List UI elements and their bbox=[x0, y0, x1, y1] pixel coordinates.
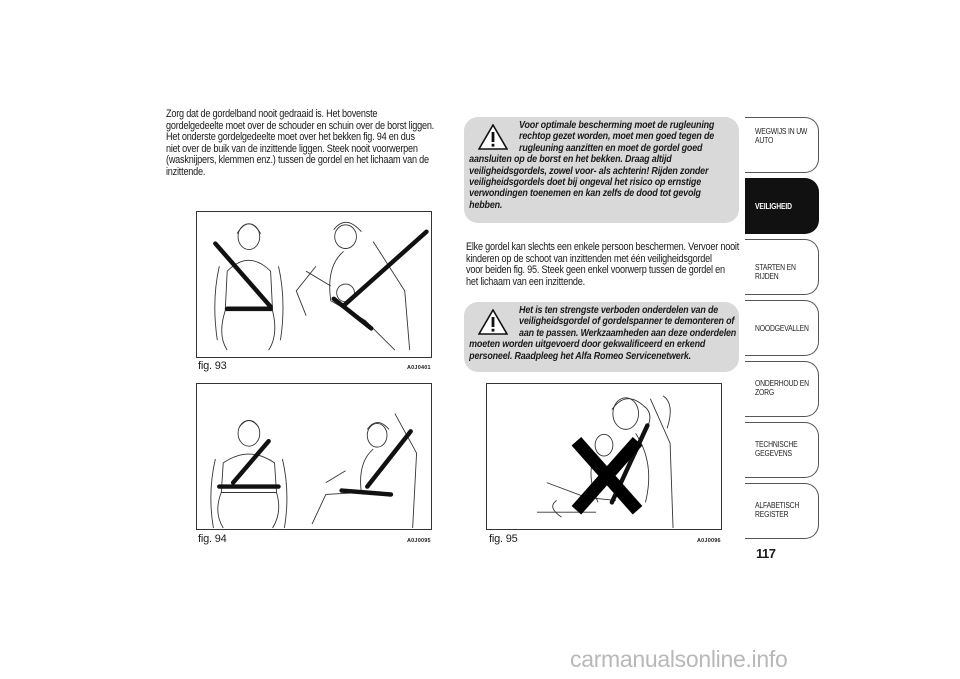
figure-code: A0J0095 bbox=[407, 538, 431, 544]
tab-noodgevallen[interactable] bbox=[745, 300, 819, 356]
figure-caption: fig. 93 bbox=[198, 360, 227, 372]
warning-text-line: aansluiten op de borst en het bekken. Draag altijd bbox=[469, 154, 672, 166]
warning-box-seating-position bbox=[464, 117, 739, 223]
text-line: niet over de buik van de inzittende liggen. Steek nooit voorwerpen bbox=[166, 142, 418, 155]
warning-box-no-modification bbox=[464, 302, 739, 372]
tab-starten-en-rijden[interactable] bbox=[745, 239, 819, 295]
warning-text-line: veiligheidsgordels, zowel voor- als achterin! Rijden zonder bbox=[469, 165, 709, 177]
tab-veiligheid[interactable] bbox=[745, 178, 819, 234]
tab-label: STARTEN EN RIJDEN bbox=[755, 263, 796, 281]
tab-label: ONDERHOUD EN ZORG bbox=[755, 379, 809, 397]
tab-label: ALFABETISCH REGISTER bbox=[755, 501, 800, 519]
seatbelt-illustration bbox=[197, 384, 431, 529]
warning-text-line: Het is ten strengste verboden onderdelen van de bbox=[519, 305, 719, 316]
figure-code: A0J0401 bbox=[407, 365, 431, 371]
figure-95-child-on-lap-prohibited bbox=[486, 383, 722, 530]
warning-text-line: verwondingen toenemen en kan zelfs de dood tot gevolg bbox=[469, 188, 701, 200]
warning-text-line: Voor optimale bescherming moet de rugleuning bbox=[519, 120, 715, 131]
one-person-per-belt-paragraph bbox=[466, 242, 739, 288]
tab-label: VEILIGHEID bbox=[755, 202, 792, 211]
warning-text-line: personeel. Raadpleeg het Alfa Romeo Servicenetwerk. bbox=[469, 350, 691, 362]
warning-text-line: rugleuning aanzitten en moet de gordel goed bbox=[519, 142, 703, 154]
text-line: Elke gordel kan slechts een enkele persoon beschermen. Vervoer nooit bbox=[466, 241, 740, 253]
text-line: het lichaam van een inzittende. bbox=[466, 275, 585, 288]
page-number: 117 bbox=[756, 546, 776, 561]
figure-caption: fig. 95 bbox=[489, 533, 518, 545]
seatbelt-illustration bbox=[197, 212, 431, 357]
watermark: carmanualsonline.info bbox=[570, 646, 788, 672]
warning-text-line: aan te passen. Werkzaamheden aan deze onderdelen bbox=[519, 327, 737, 339]
figure-code: A0J0096 bbox=[697, 538, 721, 544]
text-line: (wasknijpers, klemmen enz.) tussen de gordel en het lichaam van de bbox=[166, 154, 429, 167]
warning-text-line: veiligheidsgordels doet bij ongeval het risico op ernstige bbox=[469, 177, 702, 189]
tab-label: WEGWIJS IN UW AUTO bbox=[755, 127, 808, 145]
figure-caption: fig. 94 bbox=[198, 533, 227, 545]
tab-label: NOODGEVALLEN bbox=[755, 324, 809, 333]
text-line: gordelgedeelte moet over de schouder en schuin over de borst liggen. bbox=[166, 119, 434, 132]
warning-text-line: veiligheidsgordel of gordelspanner te demonteren of bbox=[519, 316, 735, 328]
text-line: inzittende. bbox=[166, 165, 206, 178]
seatbelt-instructions-paragraph bbox=[166, 109, 444, 179]
figure-93-seatbelt-positions bbox=[196, 211, 432, 358]
text-line: voor beiden fig. 95. Steek geen enkel voorwerp tussen de gordel en bbox=[466, 264, 725, 277]
tab-label: TECHNISCHE GEGEVENS bbox=[755, 440, 798, 458]
warning-text-line: hebben. bbox=[469, 199, 503, 211]
text-line: Het onderste gordelgedeelte moet over het bekken fig. 94 en dus bbox=[166, 131, 415, 144]
tab-alfabetisch-register[interactable] bbox=[745, 483, 819, 539]
seatbelt-illustration bbox=[487, 384, 721, 529]
tab-onderhoud-en-zorg[interactable] bbox=[745, 361, 819, 417]
warning-text-line: rechtop gezet worden, moet men goed tegen de bbox=[519, 131, 715, 143]
figure-94-belt-over-pelvis bbox=[196, 383, 432, 530]
tab-technische-gegevens[interactable] bbox=[745, 422, 819, 478]
text-line: Zorg dat de gordelband nooit gedraaid is. Het bovenste bbox=[166, 108, 378, 120]
warning-text-line: moeten worden uitgevoerd door gekwalificeerd en erkend bbox=[469, 339, 706, 351]
text-line: kinderen op de schoot van inzittenden met één veiligheidsgordel bbox=[466, 252, 712, 265]
tab-wegwijs-in-uw-auto[interactable] bbox=[745, 117, 819, 173]
